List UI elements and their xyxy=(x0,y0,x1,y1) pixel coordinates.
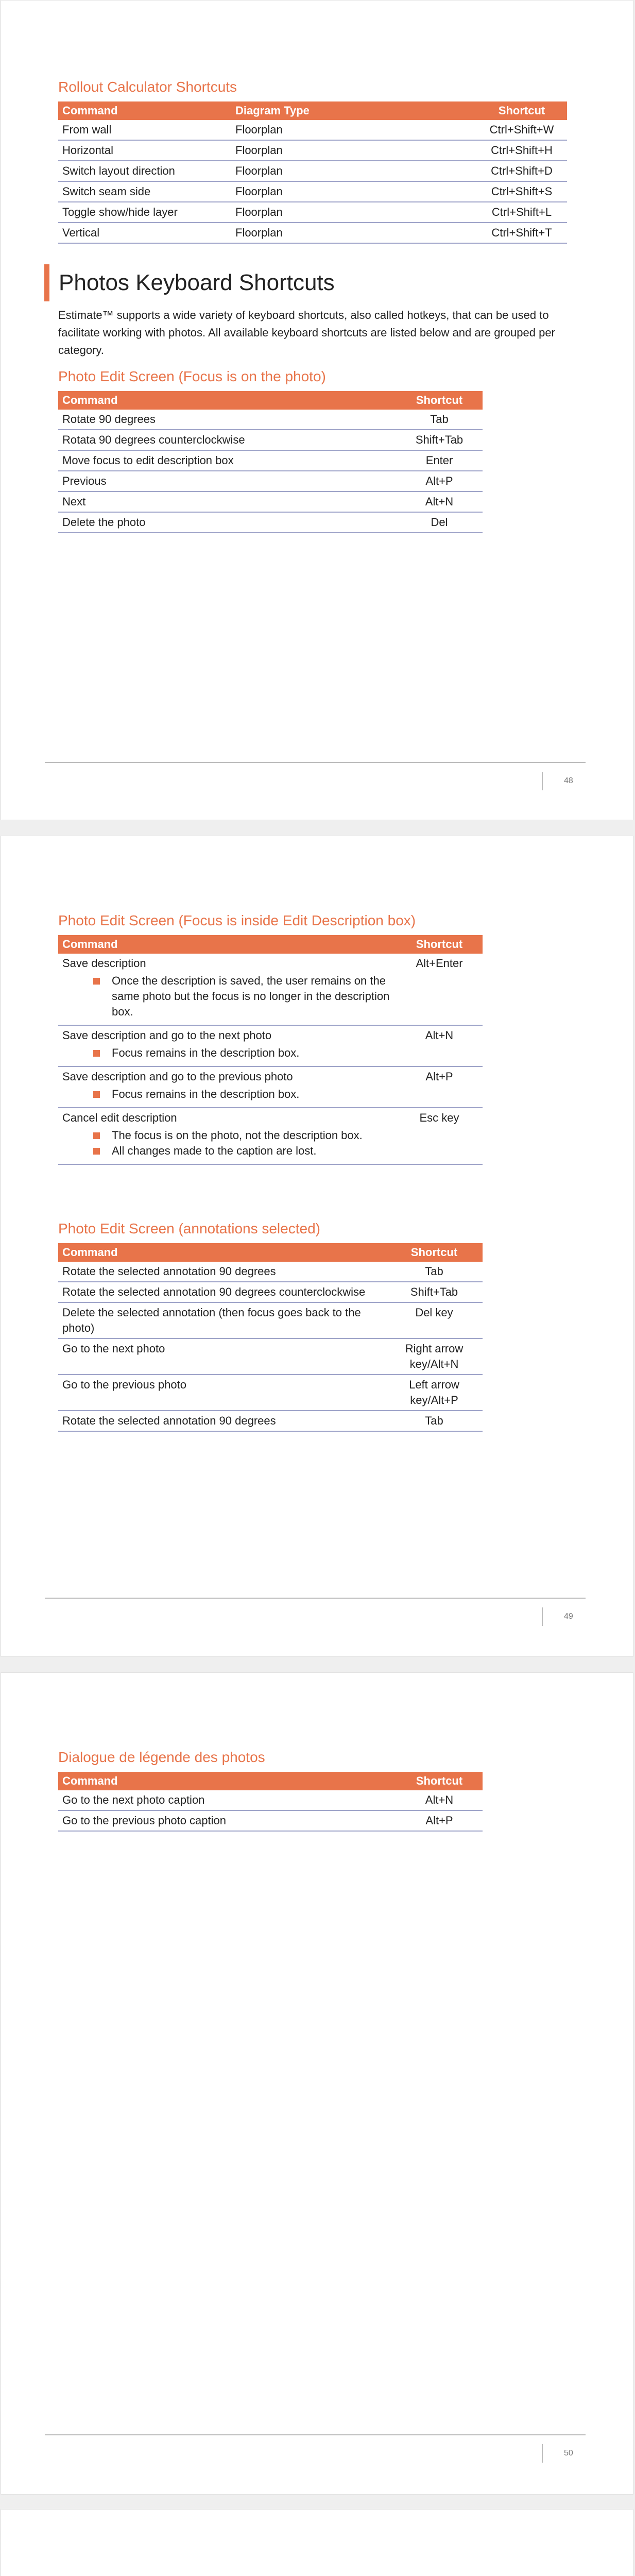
cell-diagram-type: Floorplan xyxy=(231,140,476,161)
cell-command: Switch layout direction xyxy=(58,161,231,181)
table-row xyxy=(58,1338,483,1375)
rollout-section xyxy=(58,79,573,244)
cell-shortcut: Ctrl+Shift+S xyxy=(476,181,567,202)
table-row xyxy=(58,223,567,243)
rollout-heading: Rollout Calculator Shortcuts xyxy=(58,79,237,95)
footer-rule xyxy=(45,2434,586,2435)
photos-title-wrap xyxy=(44,264,580,301)
command-text: Save description and go to the next photo xyxy=(62,1029,272,1042)
table-row xyxy=(58,450,483,471)
table-row xyxy=(58,1108,483,1164)
page-number: 48 xyxy=(564,776,573,785)
page-49 xyxy=(1,836,633,1657)
cell-shortcut: Tab xyxy=(386,1411,483,1431)
table-row xyxy=(58,181,567,202)
cell-shortcut: Ctrl+Shift+H xyxy=(476,140,567,161)
table-row xyxy=(58,1790,483,1810)
bullet-item: All changes made to the caption are lost. xyxy=(93,1143,392,1159)
col-header-diagram-type: Diagram Type xyxy=(231,101,476,120)
bullet-item: Focus remains in the description box. xyxy=(93,1045,392,1061)
cell-command: Delete the selected annotation (then focus goes back to the photo) xyxy=(58,1302,386,1338)
cell-diagram-type: Floorplan xyxy=(231,181,476,202)
cell-command: Previous xyxy=(58,471,396,492)
table-row xyxy=(58,140,567,161)
col-header-command: Command xyxy=(58,101,231,120)
col-header-shortcut: Shortcut xyxy=(476,101,567,120)
cell-command: Rotata 90 degrees counterclockwise xyxy=(58,430,396,450)
photos-section xyxy=(44,264,580,359)
cell-command: Next xyxy=(58,492,396,512)
table-row xyxy=(58,1375,483,1411)
command-text: Save description and go to the previous photo xyxy=(62,1070,293,1083)
cell-command: Vertical xyxy=(58,223,231,243)
cell-diagram-type: Floorplan xyxy=(231,202,476,223)
cell-shortcut: Tab xyxy=(386,1262,483,1282)
page-number-separator xyxy=(542,772,543,790)
cell-command: Delete the photo xyxy=(58,512,396,533)
cell-shortcut: Del xyxy=(396,512,483,533)
footer-rule xyxy=(45,762,586,763)
col-header-command: Command xyxy=(58,1772,396,1790)
cell-command: Move focus to edit description box xyxy=(58,450,396,471)
cell-diagram-type: Floorplan xyxy=(231,223,476,243)
table-row xyxy=(58,1810,483,1831)
bullet-item: Once the description is saved, the user remains on the same photo but the focus is no longer in the description box. xyxy=(93,973,392,1020)
command-text: Cancel edit description xyxy=(62,1111,177,1124)
cell-shortcut: Ctrl+Shift+L xyxy=(476,202,567,223)
cell-command xyxy=(58,1108,396,1164)
command-text: Save description xyxy=(62,957,146,970)
desc-edit-section xyxy=(58,912,573,1165)
bullet-list xyxy=(62,1087,392,1102)
rollout-table xyxy=(58,101,567,244)
annotations-section xyxy=(58,1221,573,1432)
cell-command: Toggle show/hide layer xyxy=(58,202,231,223)
title-accent-bar xyxy=(44,264,49,301)
table-row xyxy=(58,512,483,533)
footer-rule xyxy=(45,1598,586,1599)
cell-command: From wall xyxy=(58,120,231,140)
bullet-list xyxy=(62,973,392,1020)
cell-command xyxy=(58,1025,396,1066)
caption-table xyxy=(58,1772,483,1832)
table-row xyxy=(58,161,567,181)
table-row xyxy=(58,120,567,140)
photos-title: Photos Keyboard Shortcuts xyxy=(59,270,335,295)
table-row xyxy=(58,410,483,430)
table-row xyxy=(58,1262,483,1282)
page-number: 49 xyxy=(564,1612,573,1621)
cell-shortcut: Alt+P xyxy=(396,1810,483,1831)
page-number: 50 xyxy=(564,2449,573,2458)
table-row xyxy=(58,954,483,1025)
cell-command xyxy=(58,954,396,1025)
table-row xyxy=(58,1411,483,1431)
bullet-list xyxy=(62,1128,392,1159)
table-row xyxy=(58,430,483,450)
page-50 xyxy=(1,1672,633,2495)
cell-shortcut: Shift+Tab xyxy=(386,1282,483,1302)
cell-shortcut: Ctrl+Shift+W xyxy=(476,120,567,140)
cell-shortcut: Ctrl+Shift+T xyxy=(476,223,567,243)
cell-command: Rotate the selected annotation 90 degrees xyxy=(58,1262,386,1282)
table-row xyxy=(58,1066,483,1108)
cell-command xyxy=(58,1066,396,1108)
cell-shortcut: Left arrow key/Alt+P xyxy=(386,1375,483,1411)
table-row xyxy=(58,1025,483,1066)
cell-shortcut: Alt+P xyxy=(396,1066,483,1108)
desc-edit-table xyxy=(58,935,483,1165)
photo-edit-heading: Photo Edit Screen (Focus is on the photo) xyxy=(58,368,326,384)
col-header-shortcut: Shortcut xyxy=(396,935,483,954)
table-row xyxy=(58,1302,483,1338)
cell-diagram-type: Floorplan xyxy=(231,161,476,181)
col-header-shortcut: Shortcut xyxy=(396,1772,483,1790)
cell-command: Rotate 90 degrees xyxy=(58,410,396,430)
table-row xyxy=(58,471,483,492)
cell-command: Rotate the selected annotation 90 degrees xyxy=(58,1411,386,1431)
photos-intro: Estimate™ supports a wide variety of keyboard shortcuts, also called hotkeys, that can be used to facilitate working with photos. All available keyboard shortcuts are listed below and are grouped per category. xyxy=(58,309,555,357)
cell-shortcut: Enter xyxy=(396,450,483,471)
cell-diagram-type: Floorplan xyxy=(231,120,476,140)
cell-command: Go to the previous photo caption xyxy=(58,1810,396,1831)
cell-shortcut: Ctrl+Shift+D xyxy=(476,161,567,181)
table-row xyxy=(58,1282,483,1302)
cell-shortcut: Alt+N xyxy=(396,1025,483,1066)
col-header-command: Command xyxy=(58,391,396,410)
bullet-list xyxy=(62,1045,392,1061)
photo-edit-section xyxy=(58,368,573,533)
cell-shortcut: Tab xyxy=(396,410,483,430)
cell-command: Switch seam side xyxy=(58,181,231,202)
table-row xyxy=(58,202,567,223)
photo-edit-table xyxy=(58,391,483,533)
cell-command: Rotate the selected annotation 90 degrees counterclockwise xyxy=(58,1282,386,1302)
cell-command: Horizontal xyxy=(58,140,231,161)
cell-shortcut: Alt+P xyxy=(396,471,483,492)
col-header-command: Command xyxy=(58,1243,386,1262)
page-number-separator xyxy=(542,2444,543,2463)
annotations-table xyxy=(58,1243,483,1432)
page-48 xyxy=(1,0,633,820)
cell-command: Go to the next photo caption xyxy=(58,1790,396,1810)
col-header-shortcut: Shortcut xyxy=(396,391,483,410)
cell-command: Go to the next photo xyxy=(58,1338,386,1375)
cell-shortcut: Alt+Enter xyxy=(396,954,483,1025)
table-row xyxy=(58,492,483,512)
caption-heading: Dialogue de légende des photos xyxy=(58,1749,265,1765)
cell-command: Go to the previous photo xyxy=(58,1375,386,1411)
col-header-shortcut: Shortcut xyxy=(386,1243,483,1262)
desc-edit-heading: Photo Edit Screen (Focus is inside Edit Description box) xyxy=(58,912,416,928)
back-cover xyxy=(1,2509,633,2576)
cell-shortcut: Esc key xyxy=(396,1108,483,1164)
cell-shortcut: Shift+Tab xyxy=(396,430,483,450)
cell-shortcut: Alt+N xyxy=(396,1790,483,1810)
col-header-command: Command xyxy=(58,935,396,954)
cell-shortcut: Alt+N xyxy=(396,492,483,512)
annotations-heading: Photo Edit Screen (annotations selected) xyxy=(58,1221,320,1236)
caption-section xyxy=(58,1749,573,1832)
bullet-item: The focus is on the photo, not the description box. xyxy=(93,1128,392,1143)
cell-shortcut: Right arrow key/Alt+N xyxy=(386,1338,483,1375)
page-number-separator xyxy=(542,1607,543,1626)
bullet-item: Focus remains in the description box. xyxy=(93,1087,392,1102)
cell-shortcut: Del key xyxy=(386,1302,483,1338)
